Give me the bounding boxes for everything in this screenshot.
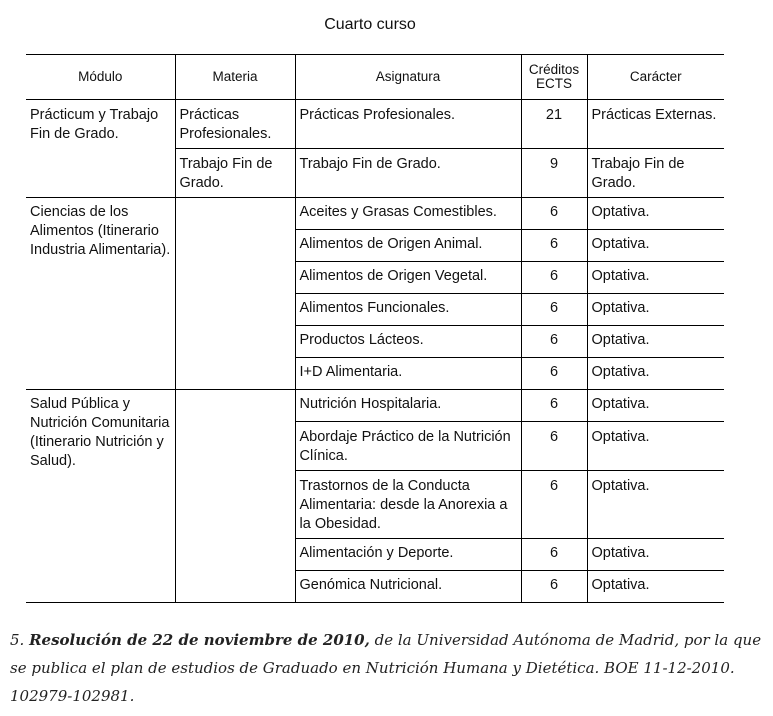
course-cell: Alimentos de Origen Animal. bbox=[295, 230, 521, 262]
type-cell: Optativa. bbox=[587, 390, 724, 422]
course-cell: Prácticas Profesionales. bbox=[295, 100, 521, 149]
type-cell: Optativa. bbox=[587, 471, 724, 539]
ects-cell: 6 bbox=[521, 198, 587, 230]
course-cell: Nutrición Hospitalaria. bbox=[295, 390, 521, 422]
course-cell: Productos Lácteos. bbox=[295, 326, 521, 358]
table-row bbox=[26, 390, 724, 422]
header-materia: Materia bbox=[175, 55, 295, 100]
header-modulo: Módulo bbox=[26, 55, 175, 100]
subject-area-cell: Trabajo Fin de Grado. bbox=[175, 149, 295, 198]
header-creditos: Créditos ECTS bbox=[521, 55, 587, 100]
type-cell: Optativa. bbox=[587, 539, 724, 571]
ects-cell: 9 bbox=[521, 149, 587, 198]
ects-cell: 6 bbox=[521, 262, 587, 294]
header-asignatura: Asignatura bbox=[295, 55, 521, 100]
module-cell: Salud Pública y Nutrición Comunitaria (Itinerario Nutrición y Salud). bbox=[26, 390, 175, 603]
ects-cell: 6 bbox=[521, 358, 587, 390]
subject-area-cell bbox=[175, 198, 295, 390]
course-cell: Aceites y Grasas Comestibles. bbox=[295, 198, 521, 230]
subject-area-cell: Prácticas Profesionales. bbox=[175, 100, 295, 149]
type-cell: Optativa. bbox=[587, 571, 724, 603]
ects-cell: 6 bbox=[521, 539, 587, 571]
type-cell: Optativa. bbox=[587, 262, 724, 294]
ects-cell: 21 bbox=[521, 100, 587, 149]
curriculum-table bbox=[26, 54, 724, 603]
header-caracter: Carácter bbox=[587, 55, 724, 100]
table-header-row bbox=[26, 55, 724, 100]
ects-cell: 6 bbox=[521, 422, 587, 471]
footnote-number: 5. bbox=[10, 631, 25, 649]
type-cell: Optativa. bbox=[587, 230, 724, 262]
course-cell: Trastornos de la Conducta Alimentaria: desde la Anorexia a la Obesidad. bbox=[295, 471, 521, 539]
page-title-text: Cuarto curso bbox=[324, 16, 416, 33]
module-cell: Ciencias de los Alimentos (Itinerario Industria Alimentaria). bbox=[26, 198, 175, 390]
course-cell: I+D Alimentaria. bbox=[295, 358, 521, 390]
table-row bbox=[26, 198, 724, 230]
ects-cell: 6 bbox=[521, 294, 587, 326]
course-cell: Genómica Nutricional. bbox=[295, 571, 521, 603]
course-cell: Abordaje Práctico de la Nutrición Clínica. bbox=[295, 422, 521, 471]
ects-cell: 6 bbox=[521, 571, 587, 603]
footnote-text: de la Universidad Autónoma de Madrid, por la que se publica el plan de estudios de Graduado en Nutrición Humana y Dietética. BOE 11-12-2010. 102979-102981. bbox=[10, 631, 762, 705]
footnote bbox=[10, 626, 762, 710]
course-cell: Trabajo Fin de Grado. bbox=[295, 149, 521, 198]
type-cell: Optativa. bbox=[587, 422, 724, 471]
module-cell: Prácticum y Trabajo Fin de Grado. bbox=[26, 100, 175, 198]
table-row bbox=[26, 100, 724, 149]
course-cell: Alimentación y Deporte. bbox=[295, 539, 521, 571]
type-cell: Optativa. bbox=[587, 326, 724, 358]
subject-area-cell bbox=[175, 390, 295, 603]
ects-cell: 6 bbox=[521, 326, 587, 358]
footnote-bold: Resolución de 22 de noviembre de 2010, bbox=[29, 631, 370, 649]
type-cell: Trabajo Fin de Grado. bbox=[587, 149, 724, 198]
type-cell: Optativa. bbox=[587, 358, 724, 390]
ects-cell: 6 bbox=[521, 471, 587, 539]
type-cell: Prácticas Externas. bbox=[587, 100, 724, 149]
course-cell: Alimentos Funcionales. bbox=[295, 294, 521, 326]
ects-cell: 6 bbox=[521, 390, 587, 422]
type-cell: Optativa. bbox=[587, 198, 724, 230]
type-cell: Optativa. bbox=[587, 294, 724, 326]
ects-cell: 6 bbox=[521, 230, 587, 262]
course-cell: Alimentos de Origen Vegetal. bbox=[295, 262, 521, 294]
page-title bbox=[0, 16, 720, 34]
